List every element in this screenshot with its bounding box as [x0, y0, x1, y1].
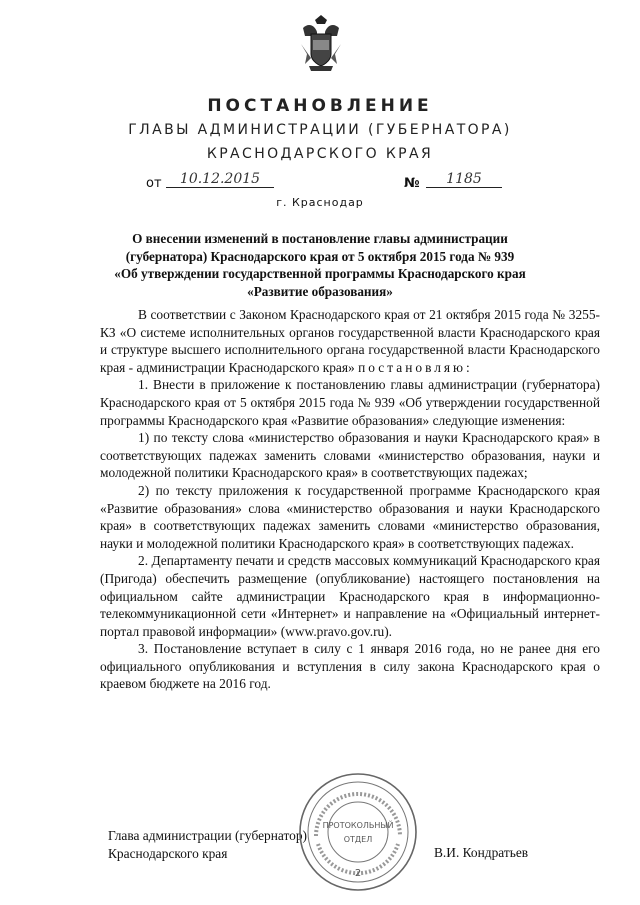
stamp-center-line-2: ОТДЕЛ	[343, 835, 373, 844]
subject-heading	[110, 230, 530, 300]
signatory-position	[108, 827, 307, 862]
city-line: г. Краснодар	[276, 196, 364, 209]
document-type-title: ПОСТАНОВЛЕНИЕ	[207, 96, 433, 116]
region-line: КРАСНОДАРСКОГО КРАЯ	[206, 146, 434, 162]
stamp-number: 2	[354, 868, 362, 879]
clause-1: 1. Внести в приложение к постановлению главы администрации (губернатора) Краснодарского края от 5 октября 2015 года № 939 «Об утверждении государственной программы Краснодарского края «Развитие образования» следующие изменения:	[100, 377, 600, 428]
subject-line: «Об утверждении государственной программы Краснодарского края	[114, 266, 526, 281]
issuer-line: ГЛАВЫ АДМИНИСТРАЦИИ (ГУБЕРНАТОРА)	[128, 122, 512, 138]
position-line: Краснодарского края	[108, 845, 228, 861]
preamble-text: В соответствии с Законом Краснодарского края от 21 октября 2015 года № 3255-КЗ «О системе исполнительных органов государственной власти Краснодарского края и структуре высшего исполнительного органа государственной власти Краснодарского края - администрации Краснодарского края»	[100, 307, 600, 375]
stamp-center-line-1: ПРОТОКОЛЬНЫЙ	[322, 821, 394, 830]
preamble-paragraph	[100, 306, 600, 376]
official-stamp	[296, 770, 420, 894]
position-line: Глава администрации (губернатор)	[108, 828, 308, 843]
clause-1-1: 1) по тексту слова «министерство образования и науки Краснодарского края» в соответствующих падежах заменить словами «министерство образования, науки и молодежной политики Краснодарского края» в соответствующих падежах;	[100, 430, 600, 481]
resolution-word: постановляю:	[358, 359, 473, 375]
clause-1-2: 2) по тексту приложения к государственной программе Краснодарского края «Развитие образования» слова «министерство образования и науки Краснодарского края» в соответствующих падежах заменить словами «министерство образования, науки и молодежной политики Краснодарского края» в соответствующих падежах.	[100, 482, 600, 551]
subject-line: «Развитие образования»	[247, 283, 393, 299]
date-label: от	[146, 176, 162, 191]
document-date: 10.12.2015	[166, 171, 274, 188]
document-body	[100, 306, 600, 693]
subject-line: О внесении изменений в постановление главы администрации	[132, 231, 508, 246]
signatory-name: В.И. Кондратьев	[434, 845, 529, 860]
clause-3: 3. Постановление вступает в силу с 1 января 2016 года, но не ранее дня его официального опубликования и вступления в силу закона Краснодарского края о краевом бюджете на 2016 год.	[100, 641, 600, 692]
document-number: 1185	[426, 171, 502, 188]
number-label: №	[404, 176, 420, 191]
clause-2: 2. Департаменту печати и средств массовых коммуникаций Краснодарского края (Пригода) обеспечить размещение (опубликование) настоящего постановления на официальном сайте администрации Краснодарского края в информационно-телекоммуникационной сети «Интернет» и направление на «Официальный интернет-портал правовой информации» (www.pravo.gov.ru).	[100, 553, 600, 639]
coat-of-arms-emblem	[299, 14, 343, 72]
subject-line: (губернатора) Краснодарского края от 5 октября 2015 года № 939	[125, 248, 515, 264]
